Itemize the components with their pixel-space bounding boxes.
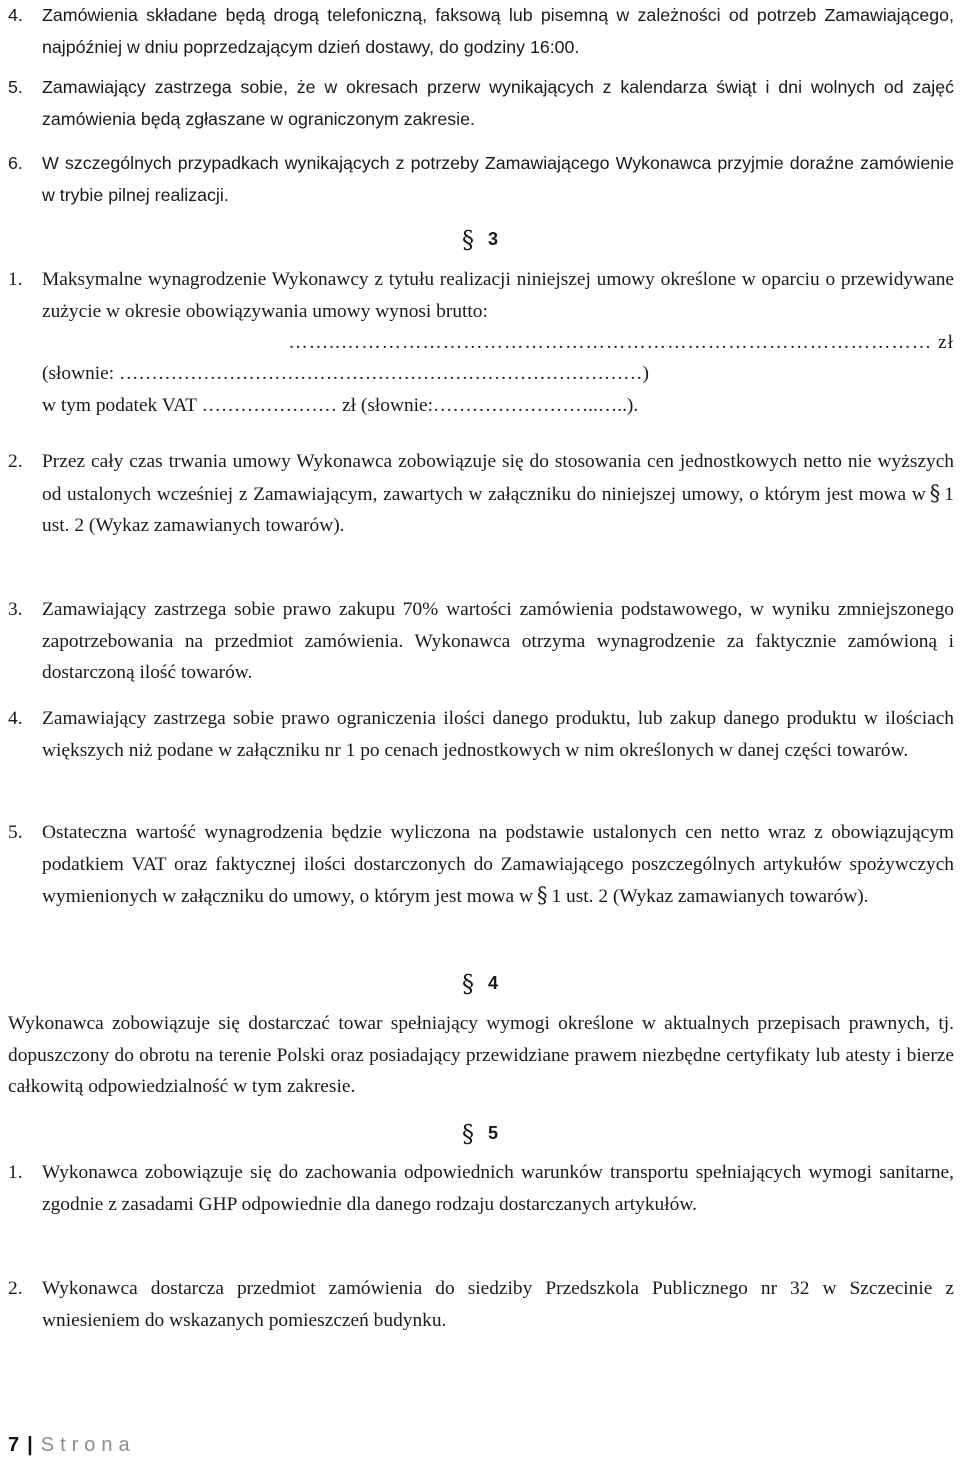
item-number: 5. [8,77,23,97]
footer-separator: | [27,1434,33,1456]
item-number: 6. [8,153,23,173]
item-number: 4. [8,708,23,729]
item-text: Wykonawca zobowiązuje się do zachowania odpowiednich warunków transportu spełniających wymogi sanitarne, zgodnie z zasadami GHP odpowiednie dla danego rodzaju dostarczanych artykułów. [42,1162,954,1215]
list-item [8,1273,954,1336]
vat-fill: w tym podatek VAT ………………… zł (słownie:……………………..…..). [42,395,639,416]
item-number: 2. [8,1278,23,1299]
vat-line [42,390,638,422]
page-footer [8,1430,136,1460]
amount-line [42,327,954,359]
section-heading-5 [0,1120,960,1148]
item-number: 1. [8,269,23,290]
item-text-part: Ostateczna wartość wynagrodzenia będzie wyliczona na podstawie ustalonych cen netto wraz z obowiązującym podatkiem VAT oraz faktycznej ilości dostarczonych do Zamawiającego poszczególnych artykułów spożywczych wymienionych w załączniku do umowy, o którym jest mowa w [42,822,954,907]
item-text: Wykonawca dostarcza przedmiot zamówienia do siedziby Przedszkola Publicznego nr 32 w Szczecinie z wniesieniem do wskazanych pomieszczeń budynku. [42,1278,954,1331]
section-number: 4 [487,973,498,993]
section-heading-3 [0,226,960,254]
amount-fill: ……..…………………………………………………………………………… zł [288,332,954,353]
item-number: 3. [8,599,23,620]
item-text-part: 1 ust. 2 (Wykaz zamawianych towarów). [551,886,869,907]
item-number: 4. [8,5,23,25]
page-number: 7 [8,1434,20,1456]
section-symbol: § [461,226,474,254]
item-text-part: Przez cały czas trwania umowy Wykonawca zobowiązuje się do stosowania cen jednostkowych netto nie wyższych od ustalonych wcześniej z Zamawiającym, zawartych w załączniku do niniejszej umowy, o którym jest mowa w [42,451,954,505]
list-item [8,594,954,689]
item-text [42,446,954,542]
item-text: Zamawiający zastrzega sobie prawo ograniczenia ilości danego produktu, lub zakup danego produktu w ilościach większych niż podane w załączniku nr 1 po cenach jednostkowych w nim określonych w danej części towarów. [42,708,954,761]
list-item [8,446,954,542]
section-number: 5 [487,1123,498,1143]
item-text [42,817,954,913]
item-text: Maksymalne wynagrodzenie Wykonawcy z tytułu realizacji niniejszej umowy określone w oparciu o przewidywane zużycie w okresie obowiązywania umowy wynosi brutto: [42,269,954,322]
list-item [8,148,954,211]
list-item [8,1157,954,1220]
amount-words-line [42,358,649,390]
item-text: Zamawiający zastrzega sobie, że w okresach przerw wynikających z kalendarza świąt i dni wolnych od zajęć zamówienia będą zgłaszane w ograniczonym zakresie. [42,77,954,129]
list-item [8,0,954,63]
list-item [8,264,954,327]
section-paragraph: Wykonawca zobowiązuje się dostarczać towar spełniający wymogi określone w aktualnych przepisach prawnych, tj. dopuszczony do obrotu na terenie Polski oraz posiadający przewidziane prawem niezbędne certyfikaty lub atesty i bierze całkowitą odpowiedzialność w tym zakresie. [8,1013,954,1097]
amount-words-fill: (słownie: ………………………………………………………………………) [42,363,650,384]
section-symbol: § [461,970,474,998]
list-item [8,72,954,135]
footer-label: Strona [40,1434,136,1456]
item-text-part: 1 ust. 2 (Wykaz zamawianych towarów). [42,483,954,536]
item-number: 5. [8,822,23,843]
section-number: 3 [487,229,498,249]
section-heading-4 [0,970,960,998]
section-symbol-inline: § [536,883,548,907]
list-item [8,703,954,766]
section-symbol: § [461,1120,474,1148]
item-number: 1. [8,1162,23,1183]
item-text: W szczególnych przypadkach wynikających z potrzeby Zamawiającego Wykonawca przyjmie doraźne zamówienie w trybie pilnej realizacji. [42,153,954,205]
item-number: 2. [8,451,23,472]
item-text: Zamówienia składane będą drogą telefoniczną, faksową lub pisemną w zależności od potrzeb Zamawiającego, najpóźniej w dniu poprzedzającym dzień dostawy, do godziny 16:00. [42,5,954,57]
item-text: Zamawiający zastrzega sobie prawo zakupu 70% wartości zamówienia podstawowego, w wyniku zmniejszonego zapotrzebowania na przedmiot zamówienia. Wykonawca otrzyma wynagrodzenie za faktycznie zamówioną i dostarczoną ilość towarów. [42,599,954,683]
list-item [8,817,954,913]
section-symbol-inline: § [929,480,941,505]
